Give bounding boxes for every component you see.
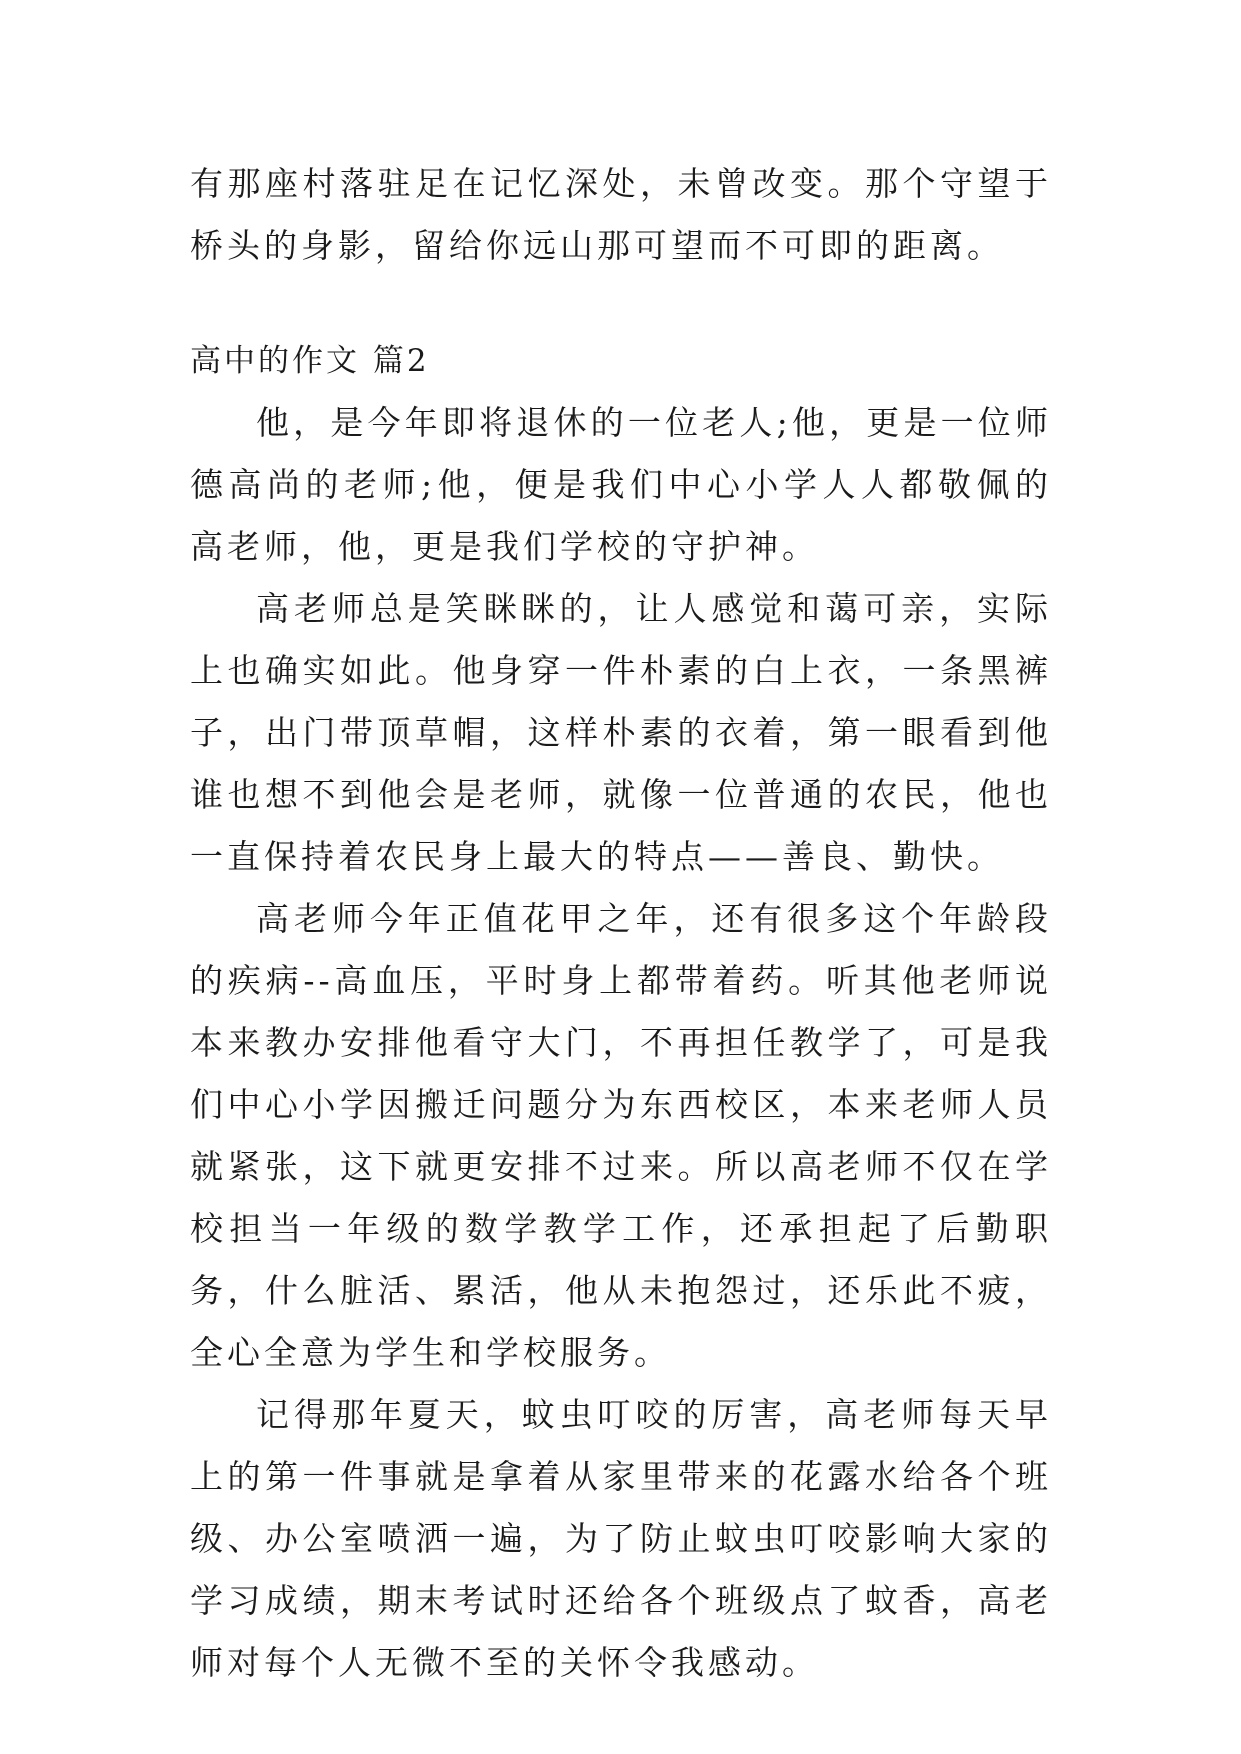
body-paragraph: 他，是今年即将退休的一位老人;他，更是一位师德高尚的老师;他，便是我们中心小学人人都敬佩的高老师，他，更是我们学校的守护神。 [190, 403, 1052, 566]
continuation-text-block [190, 153, 1052, 277]
section-body [190, 392, 1052, 1694]
section-heading: 高中的作文 篇2 [190, 343, 430, 379]
continuation-paragraph: 有那座村落驻足在记忆深处，未曾改变。那个守望于桥头的身影，留给你远山那可望而不可即的距离。 [190, 164, 1052, 265]
body-paragraph: 记得那年夏天，蚊虫叮咬的厉害，高老师每天早上的第一件事就是拿着从家里带来的花露水给各个班级、办公室喷洒一遍，为了防止蚊虫叮咬影响大家的学习成绩，期末考试时还给各个班级点了蚊香，高老师对每个人无微不至的关怀令我感动。 [190, 1395, 1052, 1682]
body-paragraph: 高老师今年正值花甲之年，还有很多这个年龄段的疾病--高血压，平时身上都带着药。听其他老师说本来教办安排他看守大门，不再担任教学了，可是我们中心小学因搬迁问题分为东西校区，本来老师人员就紧张，这下就更安排不过来。所以高老师不仅在学校担当一年级的数学教学工作，还承担起了后勤职务，什么脏活、累活，他从未抱怨过，还乐此不疲，全心全意为学生和学校服务。 [190, 899, 1052, 1372]
body-paragraph: 高老师总是笑眯眯的，让人感觉和蔼可亲，实际上也确实如此。他身穿一件朴素的白上衣，一条黑裤子，出门带顶草帽，这样朴素的衣着，第一眼看到他谁也想不到他会是老师，就像一位普通的农民，他也一直保持着农民身上最大的特点——善良、勤快。 [190, 589, 1052, 876]
